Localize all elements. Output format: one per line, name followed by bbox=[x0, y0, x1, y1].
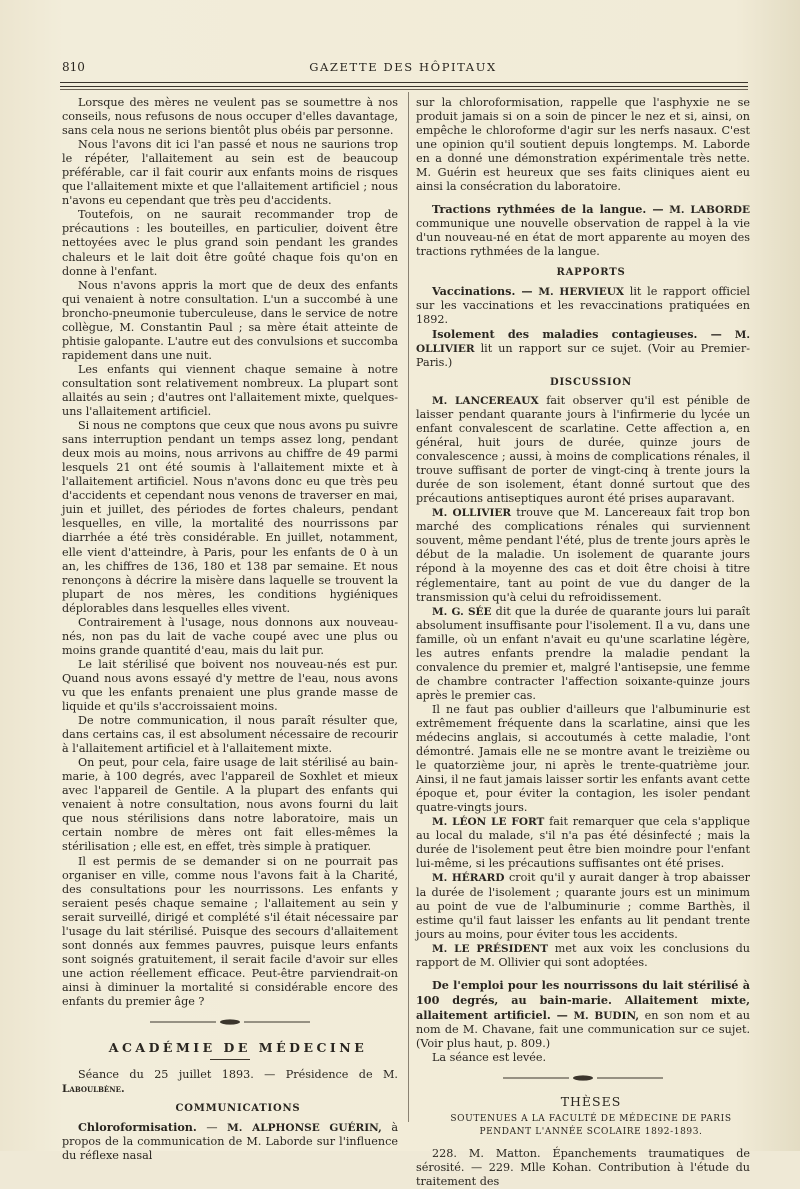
discussion-text: fait observer qu'il est pénible de laisser pendant quarante jours à l'infirmerie du lycée un enfant convalescent de scarlatine. Cette affection a, en général, huit jours de durée, quinze jours de convalescence ; aussi, à moins de complications rénales, il trouve suffisant de porter de vingt-cinq à trente jours la durée de son isolement, étant donné surtout que des précautions antiseptiques auront été prises auparavant. bbox=[416, 393, 750, 506]
author-name: M. LANCEREAUX bbox=[432, 394, 539, 407]
report-paragraph bbox=[416, 327, 750, 370]
paragraph: sur la chloroformisation, rappelle que l'asphyxie ne se produit jamais si on a soin de pincer le nez et si, ainsi, on empêche le chloroforme d'agir sur les nerfs nasaux. C'est une opinion qu'il soutient depuis longtemps. M. Laborde en a donné une démonstration expérimentale très nette. M. Guérin est heureux que ses faits cliniques aient eu ainsi la consécration du laboratoire. bbox=[416, 96, 750, 194]
author-name: M. ALPHONSE GUÉRIN, bbox=[227, 1122, 382, 1135]
discussion-paragraph bbox=[416, 815, 750, 871]
author-name: M. OLLIVIER bbox=[416, 328, 750, 355]
right-column bbox=[416, 96, 750, 1189]
paragraph: De notre communication, il nous paraît résulter que, dans certains cas, il est absolument nécessaire de recourir à l'allaitement artificiel et à l'allaitement mixte. bbox=[62, 714, 398, 756]
paragraph: Les enfants qui viennent chaque semaine à notre consultation sont relativement nombreux. La plupart sont allaités au sein ; d'autres ont l'allaitement mixte, quelques-uns l'allaitement artificiel. bbox=[62, 362, 398, 419]
communication-text: à propos de la communication de M. Laborde sur l'influence du réflexe nasal bbox=[62, 1121, 398, 1163]
paragraph: Il est permis de se demander si on ne pourrait pas organiser en ville, comme nous l'avons fait à la Charité, des consultations pour les nourrissons. Les enfants y seraient pesés chaque semaine ; l'allaitement au sein y serait surveillé, dirigé et complété s'il était nécessaire par l'usage du lait stérilisé. Puisque des secours d'allaitement sont donnés aux femmes pauvres, puisque leurs enfants sont soignés gratuitement, il serait facile d'avoir sur elles une action réellement efficace. Peut-être parviendrait-on ainsi à diminuer la mortalité si considérable encore des enfants du premier âge ? bbox=[62, 854, 398, 1008]
section-subtitle: PENDANT L'ANNÉE SCOLAIRE 1892-1893. bbox=[479, 1127, 703, 1138]
discussion-text: dit que la durée de quarante jours lui paraît absolument insuffisante pour l'isolement. Il a vu, dans une famille, où un enfant n'avait eu qu'une scarlatine légère, les autres enfants prendre la maladie pendant la convalence du premier et, malgré l'antisepsie, une femme de chambre contracter l'affection soixante-quinze jours après le premier cas. bbox=[416, 604, 750, 702]
report-title: Isolement des maladies contagieuses. — bbox=[432, 326, 722, 341]
column-divider bbox=[408, 92, 409, 1122]
author-name: M. LÉON LE FORT bbox=[432, 816, 545, 829]
communication-paragraph: Chloroformisation. — M. ALPHONSE GUÉRIN, à propos de la communication de M. Laborde sur l'influence du réflexe nasal bbox=[62, 1120, 398, 1163]
header-rule-3 bbox=[60, 89, 748, 90]
communication-text: communique une nouvelle observation de rappel à la vie d'un nouveau-né en état de mort apparente au moyen des tractions rythmées de la langue. bbox=[416, 217, 750, 259]
page-number: 810 bbox=[62, 60, 85, 74]
section-subtitle: SOUTENUES A LA FACULTÉ DE MÉDECINE DE PARIS bbox=[450, 1114, 732, 1125]
short-rule bbox=[210, 1059, 250, 1060]
communication-text: en son nom et au nom de M. Chavane, fait une communication sur ce sujet. (Voir plus haut, p. 809.) bbox=[416, 1008, 750, 1050]
communication-title: De l'emploi pour les nourrissons du lait stérilisé à 100 degrés, au bain-marie. Allaitement mixte, allaitement artificiel. — bbox=[416, 977, 750, 1022]
ornament-divider bbox=[416, 1073, 750, 1087]
page-header bbox=[58, 58, 748, 80]
report-text: lit le rapport officiel sur les vaccinations et les revaccinations pratiquées en 1892. bbox=[416, 284, 750, 326]
ornament-divider bbox=[62, 1017, 398, 1031]
ornament-icon bbox=[503, 1074, 663, 1082]
discussion-text: trouve que M. Lancereaux fait trop bon marché des complications rénales qui surviennent souvent, même pendant l'été, plus de trente jours après le début de la maladie. Un isolement de quarante jours répond à la moyenne des cas et doit être choisi à titre réglementaire, tant au point de vue du danger de la transmission qu'à celui du refroidissement. bbox=[416, 506, 750, 604]
author-name: M. OLLIVIER bbox=[432, 507, 512, 520]
communication-title: Chloroformisation. bbox=[78, 1120, 197, 1135]
header-rule bbox=[60, 82, 748, 83]
section-title: ACADÉMIE DE MÉDECINE bbox=[108, 1040, 368, 1056]
paragraph: Le lait stérilisé que boivent nos nouveau-nés est pur. Quand nous avons essayé d'y mettre de l'eau, nous avons vu que les enfants prenaient une plus grande masse de liquide et qu'ils s'accroissaient moins. bbox=[62, 657, 398, 714]
author-name: M. LABORDE bbox=[669, 204, 751, 217]
author-name: M. HÉRARD bbox=[432, 872, 505, 885]
report-text: lit un rapport sur ce sujet. (Voir au Premier-Paris.) bbox=[416, 341, 750, 369]
subsection-heading: DISCUSSION bbox=[549, 376, 632, 388]
discussion-text: met aux voix les conclusions du rapport de M. Ollivier qui sont adoptées. bbox=[416, 941, 750, 969]
paragraph: On peut, pour cela, faire usage de lait stérilisé au bain-marie, à 100 degrés, avec l'appareil de Soxhlet et mieux avec l'appareil de Gentile. A la plupart des enfants qui venaient à notre consultation, nous avons fourni du lait que nous stérilisions dans notre laboratoire, mais un certain nombre de mères ont fait elles-mêmes la stérilisation ; elle est, en effet, très simple à pratiquer. bbox=[62, 756, 398, 854]
discussion-text: fait remarquer que cela s'applique au local du malade, s'il n'a pas été désinfecté ; mais la durée de l'isolement peut être bien moindre pour l'enfant lui-même, si les précautions suffisantes ont été prises. bbox=[416, 815, 751, 871]
discussion-paragraph bbox=[416, 394, 750, 506]
discussion-paragraph bbox=[416, 871, 750, 941]
seance-line bbox=[62, 1068, 398, 1096]
paragraph: Lorsque des mères ne veulent pas se soumettre à nos conseils, nous refusons de nous occuper d'elles davantage, sans cela nous ne serions bientôt plus obéis par personne. bbox=[62, 96, 398, 138]
discussion-paragraph bbox=[416, 605, 750, 703]
subsection-heading: COMMUNICATIONS bbox=[175, 1103, 301, 1115]
communication-paragraph bbox=[416, 202, 750, 259]
author-name: M. LE PRÉSIDENT bbox=[432, 942, 549, 955]
paragraph: Nous l'avons dit ici l'an passé et nous ne saurions trop le répéter, l'allaitement au sein est de beaucoup préférable, car il fait courir aux enfants moins de risques que l'allaitement mixte et que l'allaitement artificiel ; nous n'avons eu cependant que très peu d'accidents. bbox=[62, 138, 398, 208]
communication-title: Tractions rythmées de la langue. — bbox=[432, 202, 664, 217]
subsection-heading: RAPPORTS bbox=[556, 266, 626, 278]
theses-list: 228. M. Matton. Épanchements traumatiques de sérosité. — 229. Mlle Kohan. Contribution à l'étude du traitement des bbox=[416, 1147, 750, 1189]
paragraph: Si nous ne comptons que ceux que nous avons pu suivre sans interruption pendant un temps assez long, pendant deux mois au moins, nous arrivons au chiffre de 49 parmi lesquels 21 ont été soumis à l'allaitement mixte et à l'allaitement artificiel. Nous n'avons donc eu que très peu d'accidents et cependant nous venons de traverser en mai, juin et juillet, des périodes de fortes chaleurs, pendant lesquelles, en ville, la mortalité des nourrissons par diarrhée a été très considérable. En juillet, notamment, elle vient d'atteindre, à Paris, pour les enfants de 0 à un an, les chiffres de 136, 180 et 138 par semaine. Et nous renonçons à décrire la misère dans laquelle se trouvent la plupart de nos mères, les conditions hygiéniques déplorables dans lesquelles elles vivent. bbox=[62, 419, 398, 615]
report-paragraph bbox=[416, 284, 750, 327]
paragraph: Contrairement à l'usage, nous donnons aux nouveau-nés, non pas du lait de vache coupé avec une plus ou moins grande quantité d'eau, mais du lait pur. bbox=[62, 615, 398, 657]
closing-line: La séance est levée. bbox=[432, 1051, 547, 1065]
ornament-icon bbox=[150, 1018, 310, 1026]
author-name: M. HERVIEUX bbox=[538, 285, 625, 298]
left-column bbox=[62, 96, 398, 1163]
author-name: M. BUDIN, bbox=[573, 1009, 640, 1022]
discussion-text: croit qu'il y aurait danger à trop abaisser la durée de l'isolement ; quarante jours est un minimum au point de vue de l'albuminurie ; comme Barthès, il estime qu'il faut laisser les enfants au lit pendant trente jours au moins, pour éviter tous les accidents. bbox=[416, 871, 750, 941]
discussion-paragraph: Il ne faut pas oublier d'ailleurs que l'albuminurie est extrêmement fréquente dans la scarlatine, ainsi que les médecins anglais, si accoutumés à cette maladie, l'ont démontré. Jamais elle ne se montre avant le treizième ou le quatorzième jour, ni après le trente-quatrième jour. Ainsi, il ne faut jamais laisser sortir les enfants avant cette époque et, pour éviter la contagion, les isoler pendant quatre-vingts jours. bbox=[416, 702, 750, 815]
communication-paragraph bbox=[416, 978, 750, 1051]
president-name: Laboulbène. bbox=[62, 1083, 125, 1096]
report-title: Vaccinations. — bbox=[432, 283, 533, 298]
author-name: M. G. SÉE bbox=[432, 605, 492, 618]
discussion-paragraph bbox=[416, 942, 750, 970]
discussion-paragraph bbox=[416, 506, 750, 604]
header-rule-2 bbox=[60, 86, 748, 87]
journal-title: GAZETTE DES HÔPITAUX bbox=[309, 60, 497, 74]
section-title: THÈSES bbox=[560, 1094, 622, 1110]
paragraph: Toutefois, on ne saurait recommander trop de précautions : les bouteilles, en particulier, doivent être nettoyées avec le plus grand soin pendant les grandes chaleurs et le lait doit être goûté chaque fois qu'on en donne à l'enfant. bbox=[62, 208, 398, 278]
seance-text: Séance du 25 juillet 1893. — Présidence de M. bbox=[78, 1068, 398, 1082]
paragraph: Nous n'avons appris la mort que de deux des enfants qui venaient à notre consultation. L'un a succombé à une broncho-pneumonie tuberculeuse, dans le service de notre collègue, M. Constantin Paul ; sa mère était atteinte de phtisie galopante. L'autre eut des convulsions et succomba rapidement dans une nuit. bbox=[62, 278, 398, 362]
